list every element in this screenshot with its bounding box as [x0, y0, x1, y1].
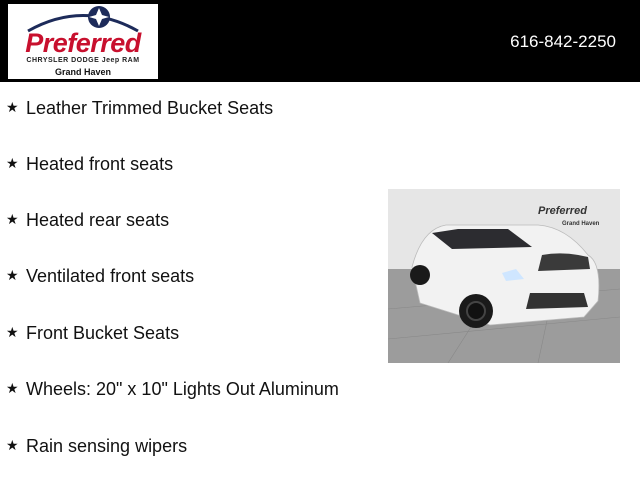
star-icon: ★ [6, 99, 19, 115]
header-bar [0, 0, 640, 82]
list-item [6, 323, 179, 344]
list-item [6, 436, 187, 457]
feature-text: Leather Trimmed Bucket Seats [26, 98, 274, 118]
logo-city: Grand Haven [54, 67, 112, 77]
list-item [6, 379, 339, 400]
dealer-logo[interactable] [8, 4, 158, 79]
feature-text: Heated front seats [26, 154, 174, 174]
vehicle-photo[interactable] [388, 189, 620, 363]
phone-number[interactable]: 616-842-2250 [510, 32, 616, 51]
photo-logo-word: Preferred [538, 205, 587, 217]
star-icon: ★ [6, 437, 19, 453]
list-item [6, 210, 169, 231]
star-icon: ★ [6, 324, 19, 340]
star-icon: ★ [6, 380, 19, 396]
feature-text: Rain sensing wipers [26, 436, 188, 456]
star-icon: ★ [6, 267, 19, 283]
feature-text: Wheels: 20" x 10" Lights Out Aluminum [26, 379, 339, 399]
list-item [6, 266, 194, 287]
list-item [6, 98, 273, 119]
logo-word: Preferred [25, 28, 141, 58]
star-icon: ★ [6, 155, 19, 171]
feature-text: Ventilated front seats [26, 266, 195, 286]
list-item [6, 154, 173, 175]
logo-brands: CHRYSLER DODGE Jeep RAM [26, 57, 140, 64]
photo-logo-city: Grand Haven [562, 221, 600, 227]
feature-text: Heated rear seats [26, 210, 170, 230]
feature-text: Front Bucket Seats [26, 323, 180, 343]
star-icon: ★ [6, 211, 19, 227]
